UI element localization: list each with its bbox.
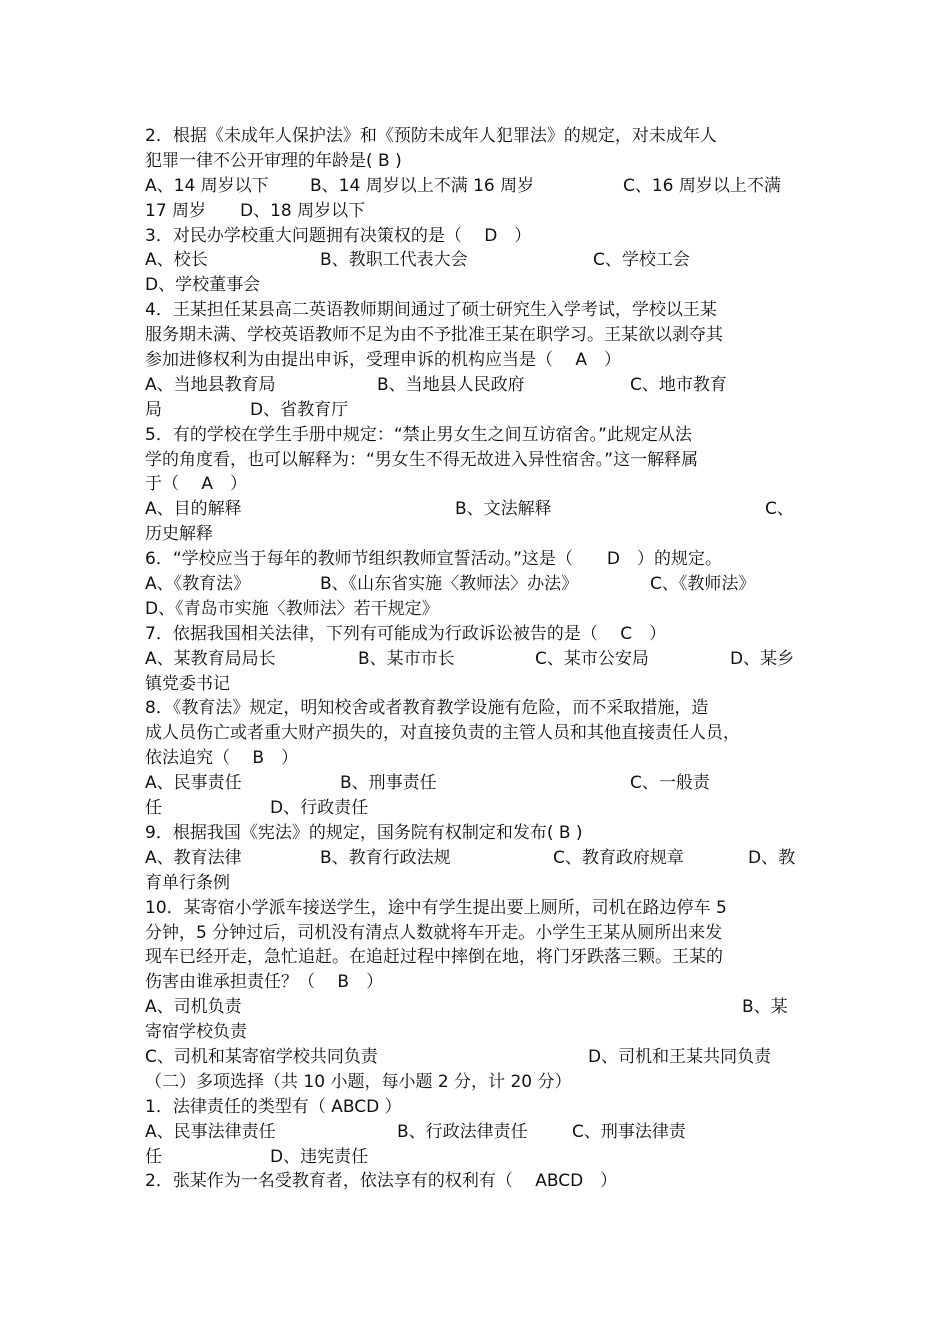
text-line [145, 224, 825, 249]
text-line [145, 896, 825, 921]
option-text: A、14 周岁以下 [145, 175, 269, 196]
option-text: D、教 [748, 847, 796, 868]
text-line [145, 1169, 825, 1194]
option-text: 任 [145, 1146, 162, 1167]
question-text: 寄宿学校负责 [145, 1022, 247, 1043]
option-text: C、某市公安局 [535, 648, 649, 669]
question-text: 3．对民办学校重大问题拥有决策权的是（ D ） [145, 225, 532, 246]
question-text: 7．依据我国相关法律，下列有可能成为行政诉讼被告的是（ C ） [145, 623, 667, 644]
option-text: 17 周岁 [145, 200, 207, 221]
option-text: D、司机和王某共同负责 [588, 1046, 772, 1067]
question-text: 参加进修权利为由提出申诉，受理申诉的机构应当是（ A ） [145, 350, 622, 371]
question-text: 伤害由谁承担责任？（ B ） [145, 972, 384, 993]
text-line [145, 448, 825, 473]
question-text: 学的角度看，也可以解释为：“男女生不得无故进入异性宿舍。”这一解释属 [145, 449, 699, 470]
text-line [145, 572, 825, 597]
question-text: 犯罪一律不公开审理的年龄是( B ) [145, 150, 402, 171]
option-text: A、民事法律责任 [145, 1121, 276, 1142]
option-text: C、一般责 [630, 773, 710, 794]
option-text: B、某 [742, 997, 788, 1018]
question-text: 9．根据我国《宪法》的规定，国务院有权制定和发布( B ) [145, 822, 583, 843]
text-line [145, 721, 825, 746]
question-text: D、学校董事会 [145, 275, 261, 296]
text-line [145, 846, 825, 871]
text-line [145, 1095, 825, 1120]
text-line [145, 597, 825, 622]
question-text: 1．法律责任的类型有（ ABCD ） [145, 1096, 402, 1117]
question-text: 4．王某担任某县高二英语教师期间通过了硕士研究生入学考试，学校以王某 [145, 300, 717, 321]
text-line [145, 821, 825, 846]
text-line [145, 273, 825, 298]
question-text: 依法追究（ B ） [145, 748, 299, 769]
option-text: B、某市市长 [358, 648, 455, 669]
text-line [145, 298, 825, 323]
question-text: 育单行条例 [145, 872, 230, 893]
option-text: C、学校工会 [593, 250, 690, 271]
text-line [145, 622, 825, 647]
text-line [145, 796, 825, 821]
option-text: A、司机负责 [145, 997, 242, 1018]
option-text: C、地市教育 [630, 374, 727, 395]
question-text: 分钟，5 分钟过后，司机没有清点人数就将车开走。小学生王某从厕所出来发 [145, 922, 723, 943]
text-line [145, 323, 825, 348]
text-line [145, 771, 825, 796]
option-text: C、16 周岁以上不满 [623, 175, 781, 196]
option-text: A、《教育法》 [145, 574, 251, 595]
text-line [145, 672, 825, 697]
text-line [145, 696, 825, 721]
option-text: C、司机和某寄宿学校共同负责 [145, 1046, 378, 1067]
question-text: （二）多项选择（共 10 小题，每小题 2 分，计 20 分） [145, 1071, 572, 1092]
text-line [145, 1020, 825, 1045]
option-text: D、18 周岁以下 [240, 200, 366, 221]
question-text: 5．有的学校在学生手册中规定：“禁止男女生之间互访宿舍。”此规定从法 [145, 424, 692, 445]
text-line [145, 1045, 825, 1070]
text-line [145, 248, 825, 273]
exam-text-body [145, 124, 825, 1194]
text-line [145, 921, 825, 946]
question-text: 成人员伤亡或者重大财产损失的，对直接负责的主管人员和其他直接责任人员， [145, 723, 740, 744]
question-text: 2．张某作为一名受教育者，依法享有的权利有（ ABCD ） [145, 1171, 618, 1192]
option-text: A、校长 [145, 250, 208, 271]
question-text: 镇党委书记 [145, 673, 230, 694]
text-line [145, 995, 825, 1020]
text-line [145, 647, 825, 672]
question-text: 8．《教育法》规定，明知校舍或者教育教学设施有危险，而不采取措施，造 [145, 698, 709, 719]
question-text: 于（ A ） [145, 474, 248, 495]
option-text: A、某教育局局长 [145, 648, 276, 669]
option-text: C、《教师法》 [650, 574, 756, 595]
text-line [145, 398, 825, 423]
text-line [145, 423, 825, 448]
option-text: A、民事责任 [145, 773, 242, 794]
option-text: B、教职工代表大会 [320, 250, 468, 271]
text-line [145, 472, 825, 497]
question-text: D、《青岛市实施〈教师法〉若干规定》 [145, 598, 439, 619]
question-text: 10．某寄宿小学派车接送学生，途中有学生提出要上厕所，司机在路边停车 5 [145, 897, 727, 918]
option-text: D、某乡 [730, 648, 795, 669]
text-line [145, 1070, 825, 1095]
text-line [145, 199, 825, 224]
text-line [145, 1145, 825, 1170]
text-line [145, 124, 825, 149]
option-text: A、教育法律 [145, 847, 242, 868]
text-line [145, 522, 825, 547]
option-text: C、教育政府规章 [553, 847, 684, 868]
option-text: A、目的解释 [145, 499, 242, 520]
option-text: C、 [765, 499, 794, 520]
question-text: 服务期未满、学校英语教师不足为由不予批准王某在职学习。王某欲以剥夺其 [145, 325, 723, 346]
text-line [145, 174, 825, 199]
option-text: B、行政法律责任 [397, 1121, 528, 1142]
text-line [145, 348, 825, 373]
option-text: B、刑事责任 [340, 773, 437, 794]
option-text: C、刑事法律责 [572, 1121, 686, 1142]
text-line [145, 373, 825, 398]
text-line [145, 1120, 825, 1145]
option-text: B、当地县人民政府 [377, 374, 525, 395]
option-text: B、《山东省实施〈教师法〉办法》 [320, 574, 579, 595]
option-text: 局 [145, 399, 162, 420]
question-text: 现车已经开走，急忙追赶。在追赶过程中摔倒在地，将门牙跌落三颗。王某的 [145, 947, 723, 968]
text-line [145, 871, 825, 896]
option-text: D、省教育厅 [250, 399, 349, 420]
option-text: A、当地县教育局 [145, 374, 276, 395]
question-text: 历史解释 [145, 524, 213, 545]
option-text: D、违宪责任 [270, 1146, 369, 1167]
text-line [145, 945, 825, 970]
text-line [145, 497, 825, 522]
text-line [145, 547, 825, 572]
option-text: D、行政责任 [270, 798, 369, 819]
option-text: 任 [145, 798, 162, 819]
option-text: B、教育行政法规 [320, 847, 451, 868]
text-line [145, 149, 825, 174]
option-text: B、文法解释 [455, 499, 552, 520]
question-text: 2．根据《未成年人保护法》和《预防未成年人犯罪法》的规定，对未成年人 [145, 126, 717, 146]
text-line [145, 746, 825, 771]
question-text: 6．“学校应当于每年的教师节组织教师宣誓活动。”这是（ D ）的规定。 [145, 549, 723, 570]
text-line [145, 970, 825, 995]
option-text: B、14 周岁以上不满 16 周岁 [310, 175, 535, 196]
